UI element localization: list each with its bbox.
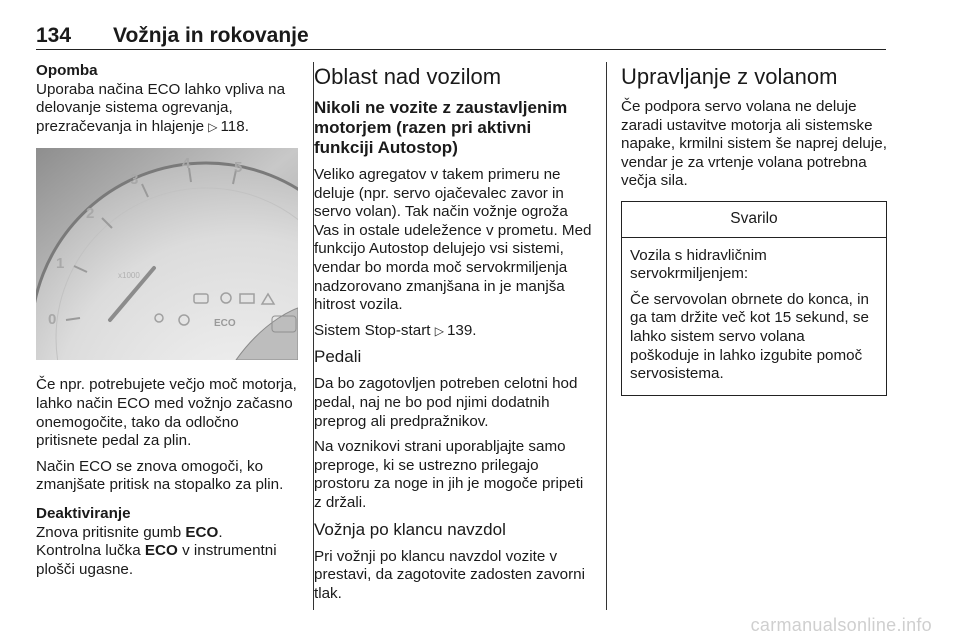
section-subheading: Nikoli ne vozite z zaustavljenim motorjem (razen pri aktivni funkciji Autostop) bbox=[314, 98, 568, 157]
warning-title: Svarilo bbox=[622, 202, 886, 238]
tachometer-illustration bbox=[36, 148, 298, 360]
warning-para-1: Vozila s hidravličnim servokrmiljenjem: bbox=[630, 246, 767, 283]
steering-para: Če podpora servo volana ne deluje zaradi ustavitve motorja ali sistemske napake, krmilni sistem še naprej deluje, vendar je za vrtenje volana potrebna večja sila. bbox=[621, 98, 887, 190]
note-page-ref[interactable]: ▷ 118. bbox=[208, 118, 249, 135]
deact-text: Znova pritisnite gumb bbox=[36, 523, 186, 541]
section-heading: Oblast nad vozilom bbox=[314, 64, 502, 89]
engine-off-para: Veliko agregatov v takem primeru ne deluje (npr. servo ojačevalec zavor in servo volan). Tak način vožnje ogroža Vas in ostale udeležence v prometu. Med funkcijo Autostop delujejo vsi sistemi, vendar bo morda moč servokrmiljenja nadzorovano zmanjšana in je manjša hitrost vozila. bbox=[314, 166, 592, 314]
stop-start-page-ref[interactable]: ▷ 139. bbox=[435, 322, 477, 339]
warning-para-2: Če servovolan obrnete do konca, in ga tam držite več kot 15 sekund, se lahko sistem servo volana poškoduje in lahko izgubite pomoč servosistema. bbox=[630, 290, 869, 383]
column-left bbox=[36, 62, 298, 586]
header-rule bbox=[36, 49, 886, 50]
steering-heading: Upravljanje z volanom bbox=[621, 64, 838, 89]
tick-label: 0 bbox=[48, 311, 57, 329]
tick-label: 5 bbox=[234, 159, 243, 177]
stop-start-text: Sistem Stop-start bbox=[314, 321, 431, 339]
note-text bbox=[36, 81, 298, 137]
tick-label: 1 bbox=[56, 255, 65, 273]
deact-text: v instrumentni plošči ugasne. bbox=[36, 542, 277, 578]
downhill-para: Pri vožnji po klancu navzdol vozite v prestavi, da zagotovite zadosten zavorni tlak. bbox=[314, 547, 586, 602]
running-title: Vožnja in rokovanje bbox=[113, 24, 309, 47]
tick-label: 4 bbox=[182, 155, 191, 173]
column-middle bbox=[314, 62, 592, 610]
page-number: 134 bbox=[36, 24, 72, 47]
column-divider bbox=[606, 62, 607, 610]
scale-note: x1000 bbox=[118, 271, 140, 281]
warning-box bbox=[621, 201, 887, 396]
tick-label: 3 bbox=[130, 171, 139, 189]
eco-override-para: Če npr. potrebujete večjo moč motorja, lahko način ECO med vožnjo začasno onemogočite, tako da odločno pritisnete pedal za plin. bbox=[36, 376, 297, 450]
eco-reenable-para: Način ECO se znova omogoči, ko zmanjšate pritisk na stopalko za plin. bbox=[36, 457, 284, 494]
instrument-cluster-figure bbox=[36, 148, 298, 360]
note-body: Uporaba načina ECO lahko vpliva na delovanje sistema ogrevanja, prezračevanja in hlajenje bbox=[36, 80, 286, 135]
stop-start-ref bbox=[314, 322, 592, 341]
pedals-para-2: Na voznikovi strani uporabljajte samo preproge, ki se ustrezno prilegajo prostoru za noge in jih je mogoče pripeti z držali. bbox=[314, 438, 584, 511]
deactivation-text bbox=[36, 524, 298, 580]
pedals-heading: Pedali bbox=[314, 347, 362, 367]
downhill-heading: Vožnja po klancu navzdol bbox=[314, 519, 506, 539]
eco-lamp-label: ECO bbox=[144, 542, 178, 560]
deactivation-title: Deaktiviranje bbox=[36, 504, 131, 522]
note-title: Opomba bbox=[36, 62, 98, 79]
deact-text: . bbox=[218, 523, 223, 541]
pedals-para-1: Da bo zagotovljen potreben celotni hod pedal, naj ne bo pod njimi dodatnih preprog ali predpražnikov. bbox=[314, 375, 578, 430]
watermark: carmanualsonline.info bbox=[750, 615, 932, 635]
deact-text: Kontrolna lučka bbox=[36, 542, 145, 560]
column-right bbox=[621, 62, 887, 396]
tick-label: 2 bbox=[86, 205, 95, 223]
eco-button-label: ECO bbox=[185, 523, 219, 541]
warning-body bbox=[622, 238, 886, 395]
eco-indicator: ECO bbox=[214, 318, 236, 330]
